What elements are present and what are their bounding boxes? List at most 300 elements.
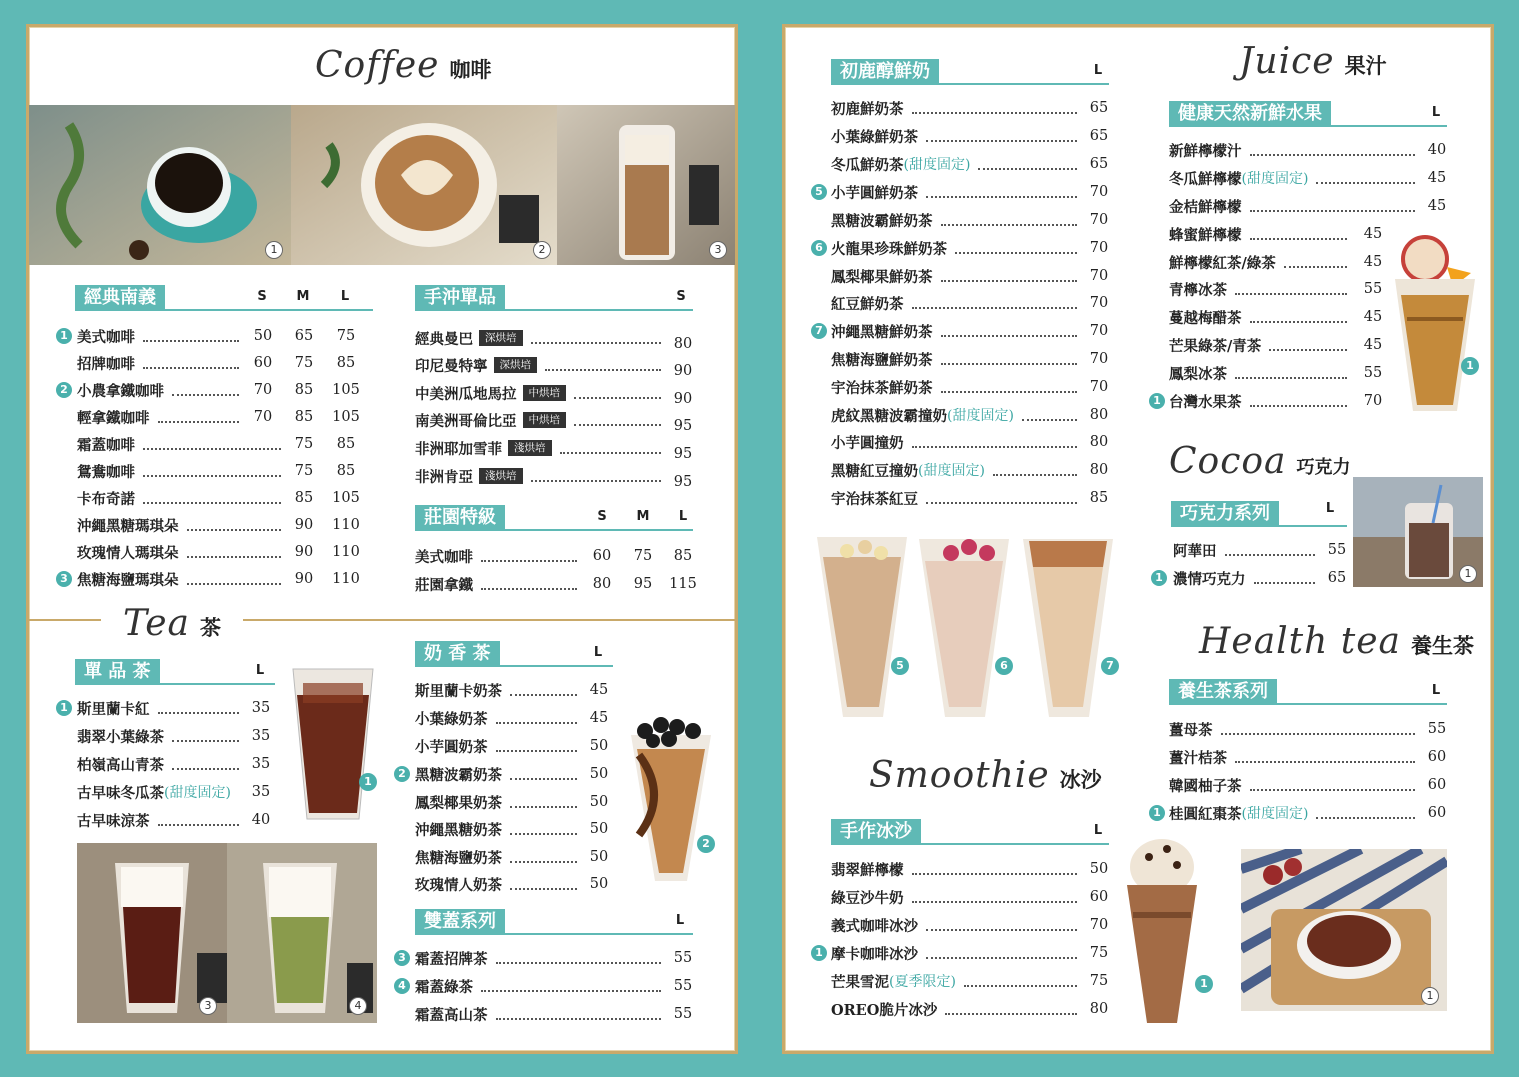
price-l: 55: [673, 1006, 693, 1022]
size-s-heading: S: [597, 509, 607, 524]
leader-dots: [560, 452, 662, 454]
item-name: 招牌咖啡: [77, 355, 135, 373]
leader-dots: [945, 1013, 1077, 1015]
item-name: 霜蓋高山茶: [415, 1006, 488, 1024]
price-s: 80: [592, 576, 612, 592]
milk-tea-header: [415, 641, 613, 667]
leader-dots: [496, 962, 662, 964]
menu-item: [415, 975, 669, 997]
item-name: 義式咖啡冰沙: [831, 917, 918, 935]
item-name: 玫瑰情人瑪琪朵: [77, 544, 179, 562]
menu-item: [415, 545, 585, 567]
menu-item: [77, 352, 247, 374]
tea-photo-number-2: 2: [697, 835, 715, 853]
item-name: 濃情巧克力: [1173, 570, 1246, 588]
item-name: 南美洲哥倫比亞: [415, 412, 517, 430]
price-l: 45: [1363, 309, 1383, 325]
coffee-heading: [315, 45, 491, 86]
price-l: 115: [669, 576, 697, 592]
item-name: 鳳梨椰果鮮奶茶: [831, 268, 933, 286]
fresh-milk-photo-number-7: 7: [1101, 657, 1119, 675]
price-l: 85: [336, 436, 356, 452]
item-name: 非洲肯亞: [415, 468, 473, 486]
item-name: 焦糖海鹽鮮奶茶: [831, 351, 933, 369]
menu-item: [77, 568, 289, 590]
size-l-heading: L: [678, 509, 688, 524]
leader-dots: [187, 556, 282, 558]
leader-dots: [545, 369, 661, 371]
price-l: 60: [1427, 749, 1447, 765]
leader-dots: [926, 140, 1077, 142]
item-name: 黑糖紅豆撞奶: [831, 462, 918, 480]
price-m: 85: [294, 490, 314, 506]
leader-dots: [1221, 733, 1416, 735]
leader-dots: [1250, 405, 1348, 407]
smoothie-heading: [869, 755, 1102, 796]
price-s: 95: [673, 446, 693, 462]
menu-item: [831, 265, 1085, 287]
item-name: 柏嶺高山青茶: [77, 756, 164, 774]
roast-tag: 淺烘培: [508, 440, 552, 456]
roast-tag: 深烘培: [479, 330, 523, 346]
health-tea-heading: [1199, 621, 1474, 662]
price-m: 65: [294, 328, 314, 344]
price-l: 75: [336, 328, 356, 344]
menu-item: [415, 327, 669, 349]
item-name: 芒果雪泥: [831, 973, 889, 991]
menu-item: [415, 409, 669, 431]
menu-item: [831, 376, 1085, 398]
price-l: 65: [1089, 100, 1109, 116]
item-name: 宇治抹茶紅豆: [831, 490, 918, 508]
price-l: 85: [336, 355, 356, 371]
coffee-photos: [29, 105, 735, 265]
price-s: 70: [253, 409, 273, 425]
price-l: 70: [1089, 240, 1109, 256]
price-l: 85: [1089, 490, 1109, 506]
fresh-milk-photo-number-6: 6: [995, 657, 1013, 675]
photo-badge: 6: [811, 240, 827, 256]
leader-dots: [1316, 817, 1415, 819]
item-name: 鳳梨椰果奶茶: [415, 794, 502, 812]
leader-dots: [481, 560, 577, 562]
price-l: 110: [332, 571, 360, 587]
menu-item: [415, 846, 585, 868]
size-l-heading: L: [593, 645, 603, 660]
menu-item: [831, 404, 1085, 426]
item-name: 小芋圓鮮奶茶: [831, 184, 918, 202]
cheese-tea-photos: [77, 843, 377, 1023]
menu-item: [831, 914, 1085, 936]
price-s: 90: [673, 391, 693, 407]
menu-item: [831, 998, 1085, 1020]
price-l: 65: [1327, 570, 1347, 586]
price-l: 55: [1327, 542, 1347, 558]
price-l: 35: [251, 756, 271, 772]
fresh-milk-photo-number-5: 5: [891, 657, 909, 675]
leader-dots: [941, 280, 1078, 282]
menu-item: [1169, 718, 1423, 740]
item-name: 古早味冬瓜茶: [77, 784, 164, 802]
item-note: (甜度固定): [918, 463, 985, 479]
classic-espresso-header: [75, 285, 373, 311]
tea-script-title: Tea: [123, 603, 190, 644]
menu-item: [77, 433, 289, 455]
fresh-milk-label: 初鹿醇鮮奶: [831, 59, 939, 84]
price-l: 85: [673, 548, 693, 564]
coffee-zh-title: 咖啡: [449, 58, 492, 82]
price-s: 80: [673, 336, 693, 352]
leader-dots: [926, 502, 1077, 504]
menu-item: [415, 382, 669, 404]
price-l: 55: [1427, 721, 1447, 737]
leader-dots: [172, 768, 239, 770]
item-name: 翡翠鮮檸檬: [831, 861, 904, 879]
juice-header: [1169, 101, 1447, 127]
item-name: 綠豆沙牛奶: [831, 889, 904, 907]
leader-dots: [481, 588, 577, 590]
single-tea-header: [75, 659, 275, 685]
price-l: 70: [1363, 393, 1383, 409]
item-name: 焦糖海鹽瑪琪朵: [77, 571, 179, 589]
size-l-heading: L: [1325, 501, 1335, 516]
price-l: 50: [1089, 861, 1109, 877]
smoothie-label: 手作冰沙: [831, 819, 921, 844]
price-m: 75: [294, 355, 314, 371]
tea-heading: [123, 603, 221, 644]
photo-badge: 1: [56, 700, 72, 716]
size-m-heading: M: [296, 289, 310, 304]
menu-item: [77, 514, 289, 536]
item-name: 美式咖啡: [77, 328, 135, 346]
leader-dots: [1316, 182, 1415, 184]
leader-dots: [1250, 154, 1416, 156]
leader-dots: [1250, 238, 1348, 240]
price-s: 95: [673, 474, 693, 490]
coffee-photo-number-3: 3: [709, 241, 727, 259]
leader-dots: [1235, 761, 1415, 763]
menu-item: [1169, 251, 1355, 273]
leader-dots: [510, 806, 577, 808]
tea-photo-number-1: 1: [359, 773, 377, 791]
price-m: 75: [633, 548, 653, 564]
menu-item: [831, 97, 1085, 119]
juice-zh-title: 果汁: [1344, 54, 1387, 78]
item-name: 印尼曼特寧: [415, 357, 488, 375]
coffee-photo-banner: [29, 105, 735, 265]
price-l: 70: [1089, 212, 1109, 228]
menu-item: [415, 707, 585, 729]
menu-item: [415, 735, 585, 757]
fresh-milk-photos: [811, 527, 1121, 727]
cocoa-photo-number-1: 1: [1459, 565, 1477, 583]
cocoa-label: 巧克力系列: [1171, 501, 1279, 526]
chocolate-photo: [1353, 477, 1483, 587]
menu-item: [415, 354, 669, 376]
price-l: 80: [1089, 407, 1109, 423]
roast-tag: 淺烘培: [479, 468, 523, 484]
item-name: 沖繩黑糖奶茶: [415, 821, 502, 839]
item-note: (夏季限定): [889, 974, 956, 990]
price-l: 40: [251, 812, 271, 828]
cocoa-script-title: Cocoa: [1169, 441, 1287, 482]
leader-dots: [531, 342, 662, 344]
fresh-milk-header: [831, 59, 1109, 85]
price-l: 70: [1089, 379, 1109, 395]
item-name: 霜蓋招牌茶: [415, 950, 488, 968]
price-l: 45: [1363, 226, 1383, 242]
price-m: 90: [294, 517, 314, 533]
leader-dots: [574, 397, 661, 399]
double-cap-header: [415, 909, 693, 935]
menu-item: [831, 886, 1085, 908]
photo-badge: 1: [1149, 393, 1165, 409]
item-name: 桂圓紅棗茶: [1169, 805, 1242, 823]
menu-item: [831, 431, 1085, 453]
item-name: 玫瑰情人奶茶: [415, 876, 502, 894]
leader-dots: [955, 252, 1077, 254]
item-name: 薑汁桔茶: [1169, 749, 1227, 767]
menu-item: [415, 873, 585, 895]
item-name: 斯里蘭卡紅: [77, 700, 150, 718]
menu-item: [1169, 362, 1355, 384]
price-l: 50: [589, 738, 609, 754]
menu-item: [77, 725, 247, 747]
classic-espresso-label: 經典南義: [75, 285, 165, 310]
item-name: 鴛鴦咖啡: [77, 463, 135, 481]
leader-dots: [172, 394, 239, 396]
price-s: 70: [253, 382, 273, 398]
photo-badge: 1: [56, 328, 72, 344]
item-name: 小芋圓奶茶: [415, 738, 488, 756]
leader-dots: [912, 446, 1078, 448]
smoothie-script-title: Smoothie: [869, 755, 1050, 796]
menu-item: [77, 541, 289, 563]
leader-dots: [143, 475, 281, 477]
leader-dots: [912, 112, 1078, 114]
leader-dots: [941, 391, 1078, 393]
size-s-heading: S: [676, 289, 686, 304]
price-l: 35: [251, 700, 271, 716]
menu-page-left: [26, 24, 738, 1054]
price-m: 85: [294, 409, 314, 425]
leader-dots: [510, 778, 577, 780]
price-l: 50: [589, 849, 609, 865]
item-name: 宇治抹茶鮮奶茶: [831, 379, 933, 397]
price-l: 65: [1089, 128, 1109, 144]
leader-dots: [510, 833, 577, 835]
size-l-heading: L: [1093, 63, 1103, 78]
price-l: 70: [1089, 295, 1109, 311]
item-name: 青檸冰茶: [1169, 281, 1227, 299]
item-name: 黑糖波霸鮮奶茶: [831, 212, 933, 230]
coffee-photo-number-1: 1: [265, 241, 283, 259]
menu-item: [831, 487, 1085, 509]
leader-dots: [496, 722, 578, 724]
juice-script-title: Juice: [1239, 41, 1335, 82]
price-l: 105: [332, 382, 360, 398]
photo-badge: 1: [811, 945, 827, 961]
leader-dots: [574, 424, 661, 426]
price-l: 50: [589, 794, 609, 810]
item-name: 黑糖波霸奶茶: [415, 766, 502, 784]
item-name: 斯里蘭卡奶茶: [415, 682, 502, 700]
menu-item: [1173, 539, 1323, 561]
tea-zh-title: 茶: [199, 616, 221, 640]
price-s: 60: [253, 355, 273, 371]
price-l: 105: [332, 409, 360, 425]
menu-item: [77, 487, 289, 509]
price-l: 85: [336, 463, 356, 479]
item-name: 冬瓜鮮奶茶: [831, 156, 904, 174]
price-l: 70: [1089, 323, 1109, 339]
menu-item: [1169, 278, 1355, 300]
leader-dots: [172, 740, 239, 742]
price-l: 55: [1363, 281, 1383, 297]
menu-item: [831, 292, 1085, 314]
price-m: 75: [294, 463, 314, 479]
menu-item: [1169, 306, 1355, 328]
item-name: 美式咖啡: [415, 548, 473, 566]
leader-dots: [143, 448, 281, 450]
size-s-heading: S: [257, 289, 267, 304]
item-name: 冬瓜鮮檸檬: [1169, 170, 1242, 188]
item-name: 焦糖海鹽奶茶: [415, 849, 502, 867]
menu-item: [1173, 567, 1323, 589]
leader-dots: [941, 224, 1078, 226]
health-tea-photo-number-1: 1: [1421, 987, 1439, 1005]
juice-heading: [1239, 41, 1387, 82]
boba-milk-tea-photo: [625, 705, 717, 889]
item-name: 沖繩黑糖瑪琪朵: [77, 517, 179, 535]
item-name: 蜂蜜鮮檸檬: [1169, 226, 1242, 244]
price-l: 80: [1089, 462, 1109, 478]
price-l: 70: [1089, 268, 1109, 284]
price-l: 50: [589, 876, 609, 892]
item-name: 小葉綠鮮奶茶: [831, 128, 918, 146]
price-l: 35: [251, 728, 271, 744]
price-l: 75: [1089, 945, 1109, 961]
coffee-script-title: Coffee: [315, 45, 440, 86]
item-name: 沖繩黑糖鮮奶茶: [831, 323, 933, 341]
photo-badge: 4: [394, 978, 410, 994]
menu-item: [1169, 167, 1423, 189]
item-name: 霜蓋咖啡: [77, 436, 135, 454]
leader-dots: [1235, 377, 1347, 379]
item-name: 經典曼巴: [415, 330, 473, 348]
menu-item: [77, 406, 247, 428]
item-note: (甜度固定): [164, 785, 231, 801]
menu-item: [831, 970, 1085, 992]
health-tea-label: 養生茶系列: [1169, 679, 1277, 704]
item-name: 阿華田: [1173, 542, 1217, 560]
tea-photo-number-3: 3: [199, 997, 217, 1015]
photo-badge: 1: [1149, 805, 1165, 821]
price-l: 45: [1363, 254, 1383, 270]
leader-dots: [993, 474, 1077, 476]
menu-item: [831, 942, 1085, 964]
leader-dots: [912, 901, 1078, 903]
item-name: 台灣水果茶: [1169, 393, 1242, 411]
item-name: 古早味涼茶: [77, 812, 150, 830]
item-name: 摩卡咖啡冰沙: [831, 945, 918, 963]
price-s: 90: [673, 363, 693, 379]
leader-dots: [926, 929, 1077, 931]
leader-dots: [1250, 210, 1416, 212]
photo-badge: 7: [811, 323, 827, 339]
cocoa-heading: [1169, 441, 1351, 482]
item-name: 韓國柚子茶: [1169, 777, 1242, 795]
menu-item: [415, 818, 585, 840]
item-name: 鮮檸檬紅茶/綠茶: [1169, 254, 1276, 272]
menu-item: [831, 153, 1085, 175]
leader-dots: [978, 168, 1077, 170]
double-cap-label: 雙蓋系列: [415, 909, 505, 934]
menu-item: [77, 379, 247, 401]
menu-item: [831, 320, 1085, 342]
price-l: 105: [332, 490, 360, 506]
size-l-heading: L: [255, 663, 265, 678]
item-name: 非洲耶加雪菲: [415, 440, 502, 458]
menu-item: [77, 460, 289, 482]
item-name: 小葉綠奶茶: [415, 710, 488, 728]
item-note: (甜度固定): [947, 408, 1014, 424]
menu-item: [1169, 195, 1423, 217]
item-note: (甜度固定): [903, 157, 971, 173]
menu-item: [415, 437, 669, 459]
price-m: 75: [294, 436, 314, 452]
roast-tag: 中烘培: [523, 412, 567, 428]
photo-badge: 2: [56, 382, 72, 398]
leader-dots: [1269, 349, 1347, 351]
item-name: 新鮮檸檬汁: [1169, 142, 1242, 160]
price-l: 45: [589, 710, 609, 726]
leader-dots: [912, 307, 1078, 309]
pourover-header: [415, 285, 693, 311]
price-l: 80: [1089, 1001, 1109, 1017]
price-l: 40: [1427, 142, 1447, 158]
leader-dots: [481, 990, 661, 992]
item-name: 莊園拿鐵: [415, 576, 473, 594]
menu-item: [415, 679, 585, 701]
photo-badge: 1: [1151, 570, 1167, 586]
price-l: 65: [1089, 156, 1109, 172]
price-l: 50: [589, 821, 609, 837]
menu-item: [415, 573, 585, 595]
price-l: 45: [589, 682, 609, 698]
health-tea-script-title: Health tea: [1199, 621, 1402, 662]
tea-divider-left: [29, 619, 101, 621]
size-l-heading: L: [1093, 823, 1103, 838]
leader-dots: [1284, 266, 1347, 268]
price-s: 50: [253, 328, 273, 344]
price-l: 45: [1363, 337, 1383, 353]
menu-page-right: [782, 24, 1494, 1054]
item-name: 虎紋黑糖波霸撞奶: [831, 407, 947, 425]
photo-badge: 2: [394, 766, 410, 782]
leader-dots: [964, 985, 1077, 987]
menu-item: [831, 348, 1085, 370]
price-l: 110: [332, 544, 360, 560]
leader-dots: [496, 750, 578, 752]
item-name: 芒果綠茶/青茶: [1169, 337, 1262, 355]
item-name: 初鹿鮮奶茶: [831, 100, 904, 118]
leader-dots: [1250, 789, 1416, 791]
menu-item: [1169, 802, 1423, 824]
leader-dots: [1254, 582, 1316, 584]
menu-item: [415, 763, 585, 785]
size-l-heading: L: [1431, 683, 1441, 698]
